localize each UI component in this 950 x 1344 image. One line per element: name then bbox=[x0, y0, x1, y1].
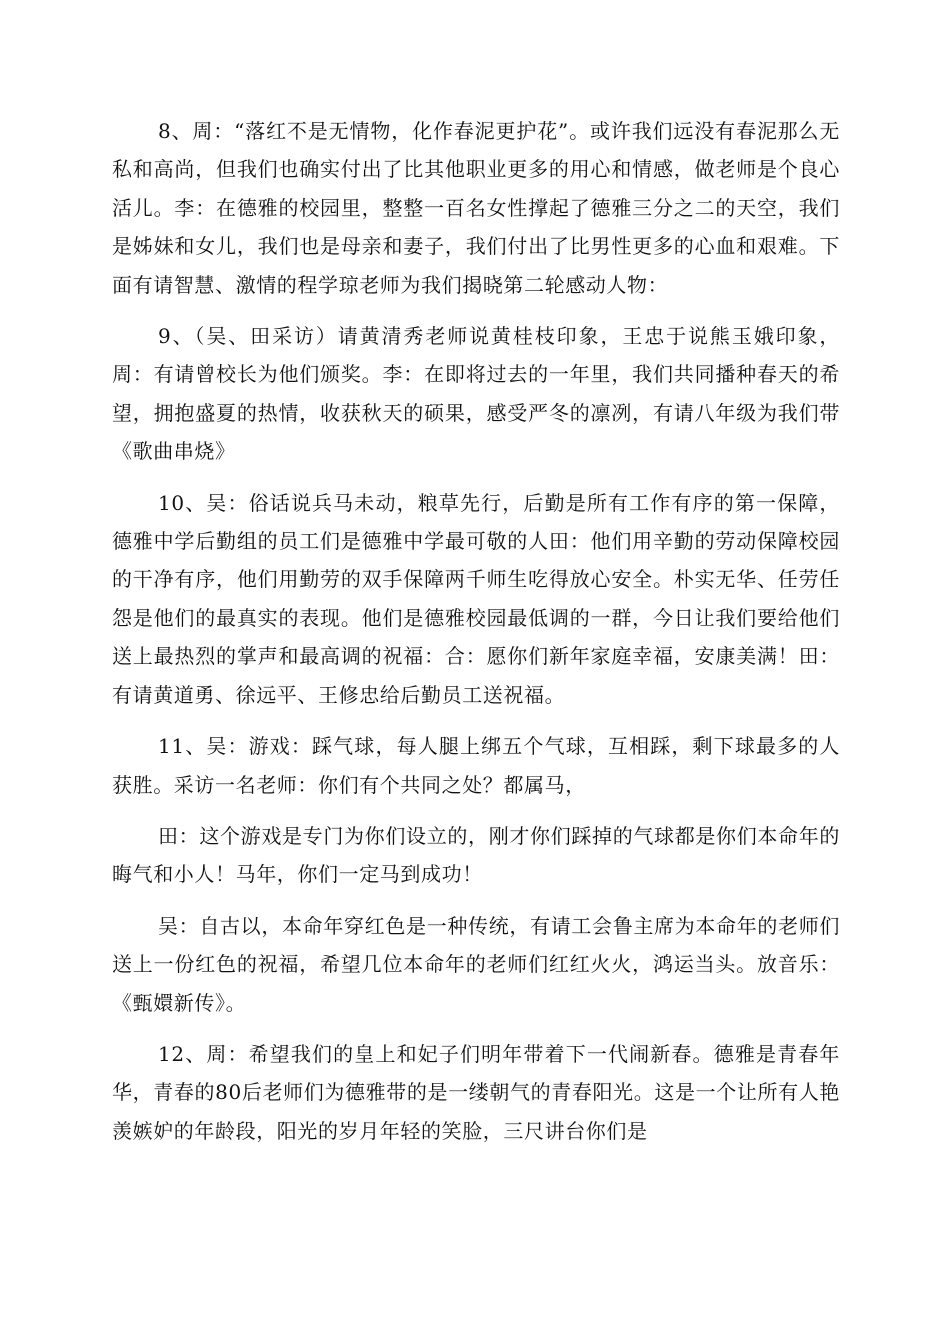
paragraph-8: 8、周：“落红不是无情物，化作春泥更护花”。或许我们远没有春泥那么无私和高尚，但我们也确实付出了比其他职业更多的用心和情感，做老师是个良心活儿。李：在德雅的校园里，整整一百名女性撑起了德雅三分之二的天空，我们是姊妹和女儿，我们也是母亲和妻子，我们付出了比男性更多的心血和艰难。下面有请智慧、激情的程学琼老师为我们揭晓第二轮感动人物： bbox=[112, 119, 840, 297]
paragraph-10: 10、吴：俗话说兵马未动，粮草先行，后勤是所有工作有序的第一保障，德雅中学后勤组的员工们是德雅中学最可敬的人田：他们用辛勤的劳动保障校园的干净有序，他们用勤劳的双手保障两千师生吃得放心安全。朴实无华、任劳任怨是他们的最真实的表现。他们是德雅校园最低调的一群，今日让我们要给他们送上最热烈的掌声和最高调的祝福：合：愿你们新年家庭幸福，安康美满！田：有请黄道勇、徐远平、王修忠给后勤员工送祝福。 bbox=[112, 490, 840, 707]
paragraph-wu: 吴：自古以，本命年穿红色是一种传统，有请工会鲁主席为本命年的老师们送上一份红色的祝福，希望几位本命年的老师们红红火火，鸿运当头。放音乐：《甄嬛新传》。 bbox=[112, 913, 840, 1015]
paragraph-11: 11、吴：游戏：踩气球，每人腿上绑五个气球，互相踩，剩下球最多的人获胜。采访一名老师：你们有个共同之处？都属马， bbox=[112, 734, 840, 797]
paragraph-tian: 田：这个游戏是专门为你们设立的，刚才你们踩掉的气球都是你们本命年的晦气和小人！马年，你们一定马到成功！ bbox=[112, 823, 840, 887]
document-page bbox=[112, 112, 840, 1163]
paragraph-9: 9、（吴、田采访）请黄清秀老师说黄桂枝印象，王忠于说熊玉娥印象，周：有请曾校长为他们颁奖。李：在即将过去的一年里，我们共同播种春天的希望，拥抱盛夏的热情，收获秋天的硕果，感受严冬的凛冽，有请八年级为我们带《歌曲串烧》 bbox=[112, 324, 840, 464]
paragraph-12: 12、周：希望我们的皇上和妃子们明年带着下一代闹新春。德雅是青春年华，青春的80后老师们为德雅带的是一缕朝气的青春阳光。这是一个让所有人艳羡嫉妒的年龄段，阳光的岁月年轻的笑脸，三尺讲台你们是 bbox=[112, 1041, 840, 1143]
